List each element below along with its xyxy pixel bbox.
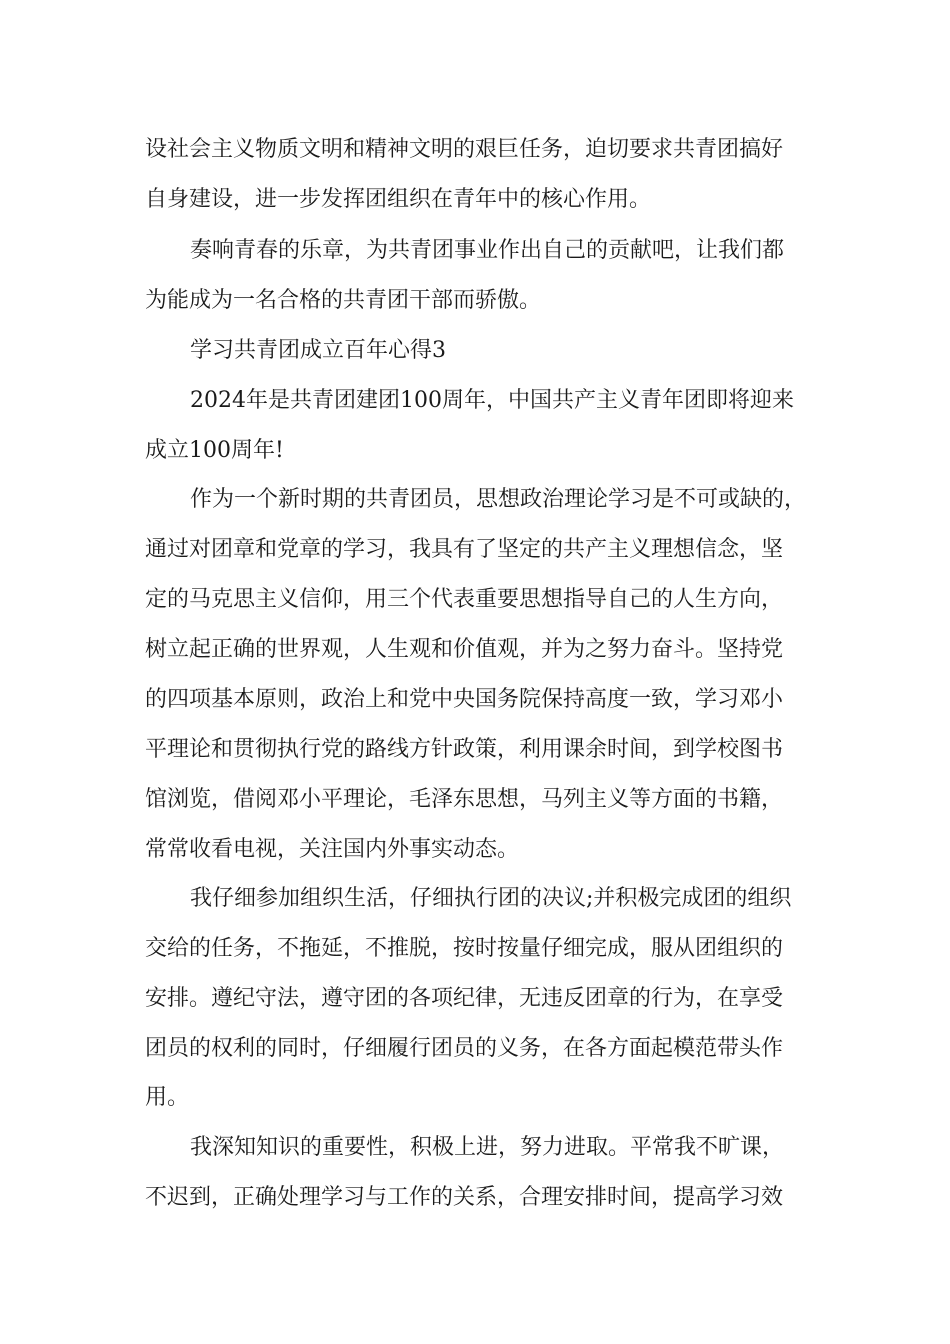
paragraph-line: 交给的任务，不拖延，不推脱，按时按量仔细完成，服从团组织的 <box>145 936 784 961</box>
paragraph-line: 设社会主义物质文明和精神文明的艰巨任务，迫切要求共青团搞好 <box>145 137 784 162</box>
paragraph-line: 馆浏览，借阅邓小平理论，毛泽东思想，马列主义等方面的书籍， <box>145 787 784 812</box>
paragraph-line: 作为一个新时期的共青团员，思想政治理论学习是不可或缺的， <box>190 487 807 512</box>
paragraph-line: 安排。遵纪守法，遵守团的各项纪律，无违反团章的行为，在享受 <box>145 986 784 1011</box>
section-heading: 学习共青团成立百年心得3 <box>190 338 446 363</box>
paragraph-line: 用。 <box>145 1085 190 1110</box>
paragraph-line: 奏响青春的乐章，为共青团事业作出自己的贡献吧，让我们都 <box>190 238 785 263</box>
paragraph-line: 常常收看电视，关注国内外事实动态。 <box>145 837 520 862</box>
paragraph-line: 不迟到，正确处理学习与工作的关系，合理安排时间，提高学习效 <box>145 1185 784 1210</box>
paragraph-line: 成立100周年! <box>145 438 284 463</box>
paragraph-line: 2024年是共青团建团100周年，中国共产主义青年团即将迎来 <box>190 388 794 413</box>
paragraph-line: 的四项基本原则，政治上和党中央国务院保持高度一致，学习邓小 <box>145 687 784 712</box>
paragraph-line: 通过对团章和党章的学习，我具有了坚定的共产主义理想信念，坚 <box>145 537 784 562</box>
paragraph-line: 团员的权利的同时，仔细履行团员的义务，在各方面起模范带头作 <box>145 1036 784 1061</box>
paragraph-line: 我仔细参加组织生活，仔细执行团的决议;并积极完成团的组织 <box>190 886 792 911</box>
paragraph-line: 平理论和贯彻执行党的路线方针政策，利用课余时间，到学校图书 <box>145 737 784 762</box>
paragraph-line: 为能成为一名合格的共青团干部而骄傲。 <box>145 288 542 313</box>
paragraph-line: 树立起正确的世界观，人生观和价值观，并为之努力奋斗。坚持党 <box>145 637 784 662</box>
paragraph-line: 自身建设，进一步发挥团组织在青年中的核心作用。 <box>145 187 652 212</box>
paragraph-line: 我深知知识的重要性，积极上进，努力进取。平常我不旷课， <box>190 1135 785 1160</box>
paragraph-line: 定的马克思主义信仰，用三个代表重要思想指导自己的人生方向， <box>145 587 784 612</box>
